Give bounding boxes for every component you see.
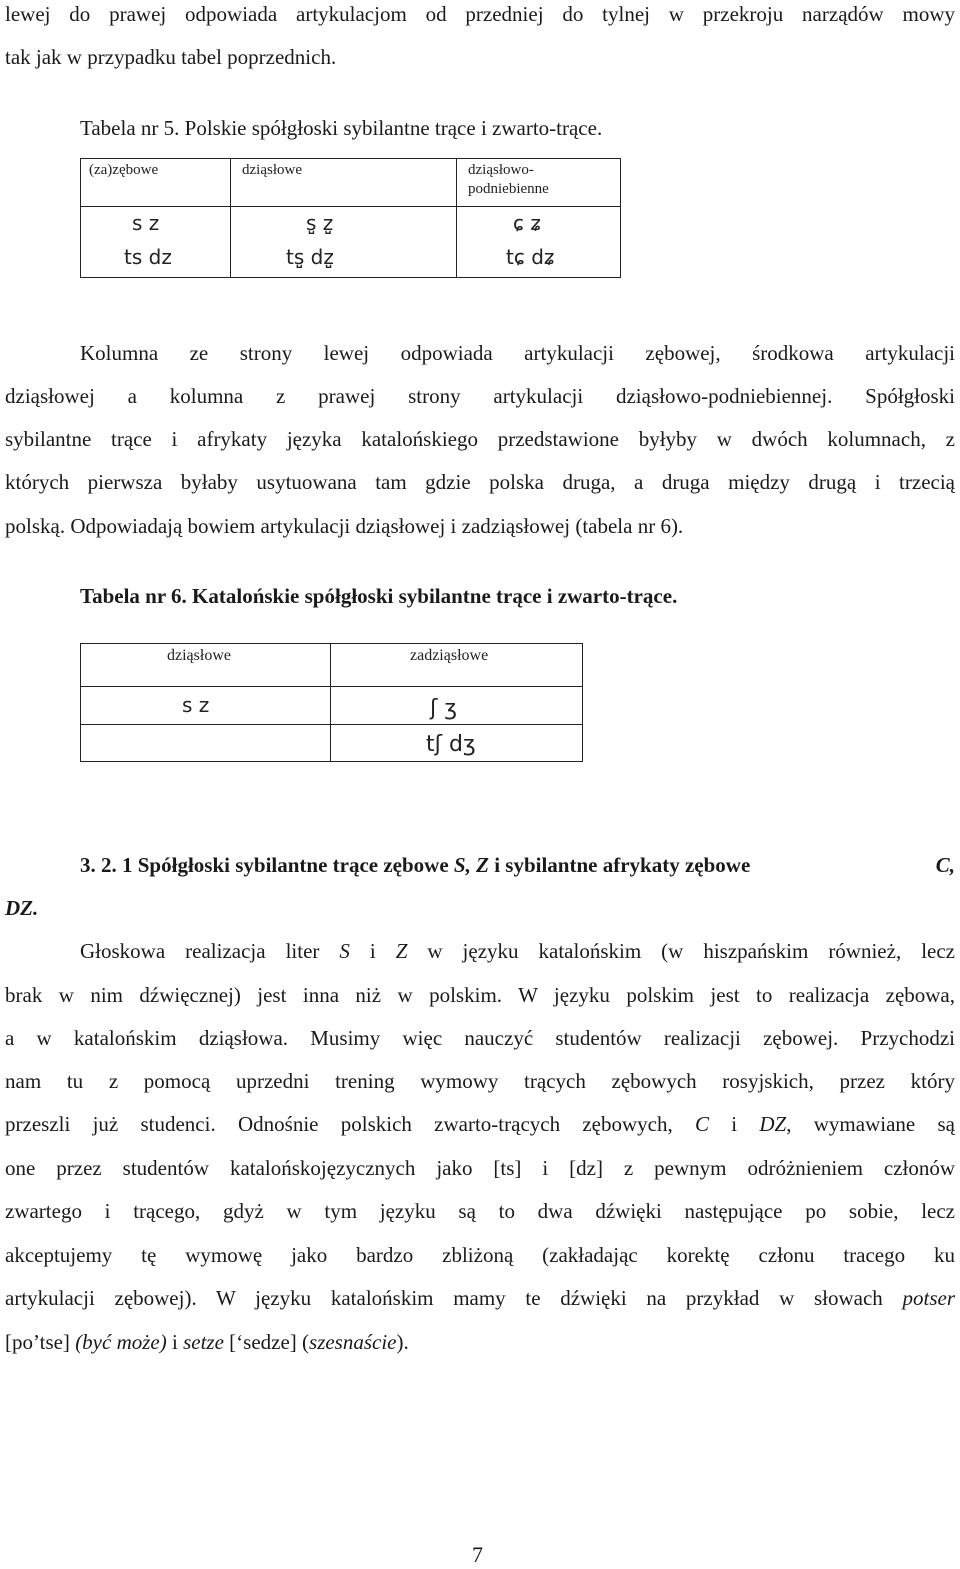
para2-line: [po’tse] (być może) i setze [‘sedze] (szesnaście). [5,1330,409,1354]
page-number: 7 [472,1542,483,1567]
intro-line-2: tak jak w przypadku tabel poprzednich. [5,45,337,69]
table5-header-dental: (za)zębowe [89,162,159,178]
para2-line: przeszli już studenci. Odnośnie polskich zwarto-trących zębowych, C i DZ, wymawiane są [5,1112,955,1136]
table6-cell: s z [182,693,210,717]
section-heading-c: C, [935,853,955,877]
para1-line: polską. Odpowiadają bowiem artykulacji dziąsłowej i zadziąsłowej (tabela nr 6). [5,514,684,538]
table6-row-divider [80,686,583,687]
table5-caption: Tabela nr 5. Polskie spółgłoski sybilantne trące i zwarto-trące. [80,116,603,140]
table6 [80,643,583,762]
table5-cell: ɕ ʑ [513,211,541,235]
table5-header-alveolar: dziąsłowe [242,162,302,178]
table6-divider [330,643,331,762]
table6-cell: ʃ ʒ [430,696,458,721]
section-heading-dz: DZ. [5,896,39,920]
para2-line: one przez studentów katalońskojęzycznych jako [ts] i [dz] z pewnym odróżnieniem członów [5,1156,955,1180]
para2-line: akceptujemy tę wymowę jako bardzo zbliżoną (zakładając korektę członu tracego ku [5,1243,955,1267]
table6-border [80,643,583,762]
para2-line: zwartego i trącego, gdyż w tym języku są to dwa dźwięki następujące po sobie, lecz [5,1199,955,1223]
table5-cell: ts̺ dz̺ [286,245,334,269]
para1-line: dziąsłowej a kolumna z prawej strony artykulacji dziąsłowo-podniebiennej. Spółgłoski [5,384,955,408]
section-heading-text: 3. 2. 1 Spółgłoski sybilantne trące zębowe S, Z i sybilantne afrykaty zębowe [80,853,751,877]
para2-line: Głoskowa realizacja liter S i Z w języku katalońskim (w hiszpańskim również, lecz [80,939,955,963]
table5-cell: ts dz [124,245,172,269]
para2-line: nam tu z pomocą uprzedni trening wymowy trących zębowych rosyjskich, przez który [5,1069,955,1093]
table6-row-divider [80,724,583,725]
para1-line: których pierwsza byłaby usytuowana tam gdzie polska druga, a druga między drugą i trzecią [5,470,955,494]
para2-line: a w katalońskim dziąsłowa. Musimy więc nauczyć studentów realizacji zębowej. Przychodzi [5,1026,955,1050]
table5-cell: s̺ z̺ [306,211,334,235]
section-heading [80,853,955,877]
table5-cell: tɕ dʑ [506,245,555,269]
table5-header-alveolopalatal-2: podniebienne [468,181,549,197]
table5-divider [456,158,457,278]
para2-line: artykulacji zębowej). W języku katalońskim mamy te dźwięki na przykład w słowach potser [5,1286,955,1310]
table6-header-postalveolar: zadziąsłowe [410,647,489,664]
table5-cell: s z [132,211,160,235]
intro-line-1: lewej do prawej odpowiada artykulacjom od przedniej do tylnej w przekroju narządów mowy [5,2,955,26]
para2-line: brak w nim dźwięcznej) jest inna niż w polskim. W języku polskim jest to realizacja zębowa, [5,983,955,1007]
table6-cell: tʃ dʒ [426,732,476,757]
table5-row-divider [80,206,621,207]
table5-header-alveolopalatal-1: dziąsłowo- [468,162,534,178]
para1-line: sybilantne trące i afrykaty języka katalońskiego przedstawione byłyby w dwóch kolumnach, z [5,427,955,451]
table5 [80,158,621,278]
table5-divider [230,158,231,278]
para1-line: Kolumna ze strony lewej odpowiada artykulacji zębowej, środkowa artykulacji [80,341,955,365]
table6-caption: Tabela nr 6. Katalońskie spółgłoski sybilantne trące i zwarto-trące. [80,584,678,608]
table6-header-alveolar: dziąsłowe [167,647,231,664]
